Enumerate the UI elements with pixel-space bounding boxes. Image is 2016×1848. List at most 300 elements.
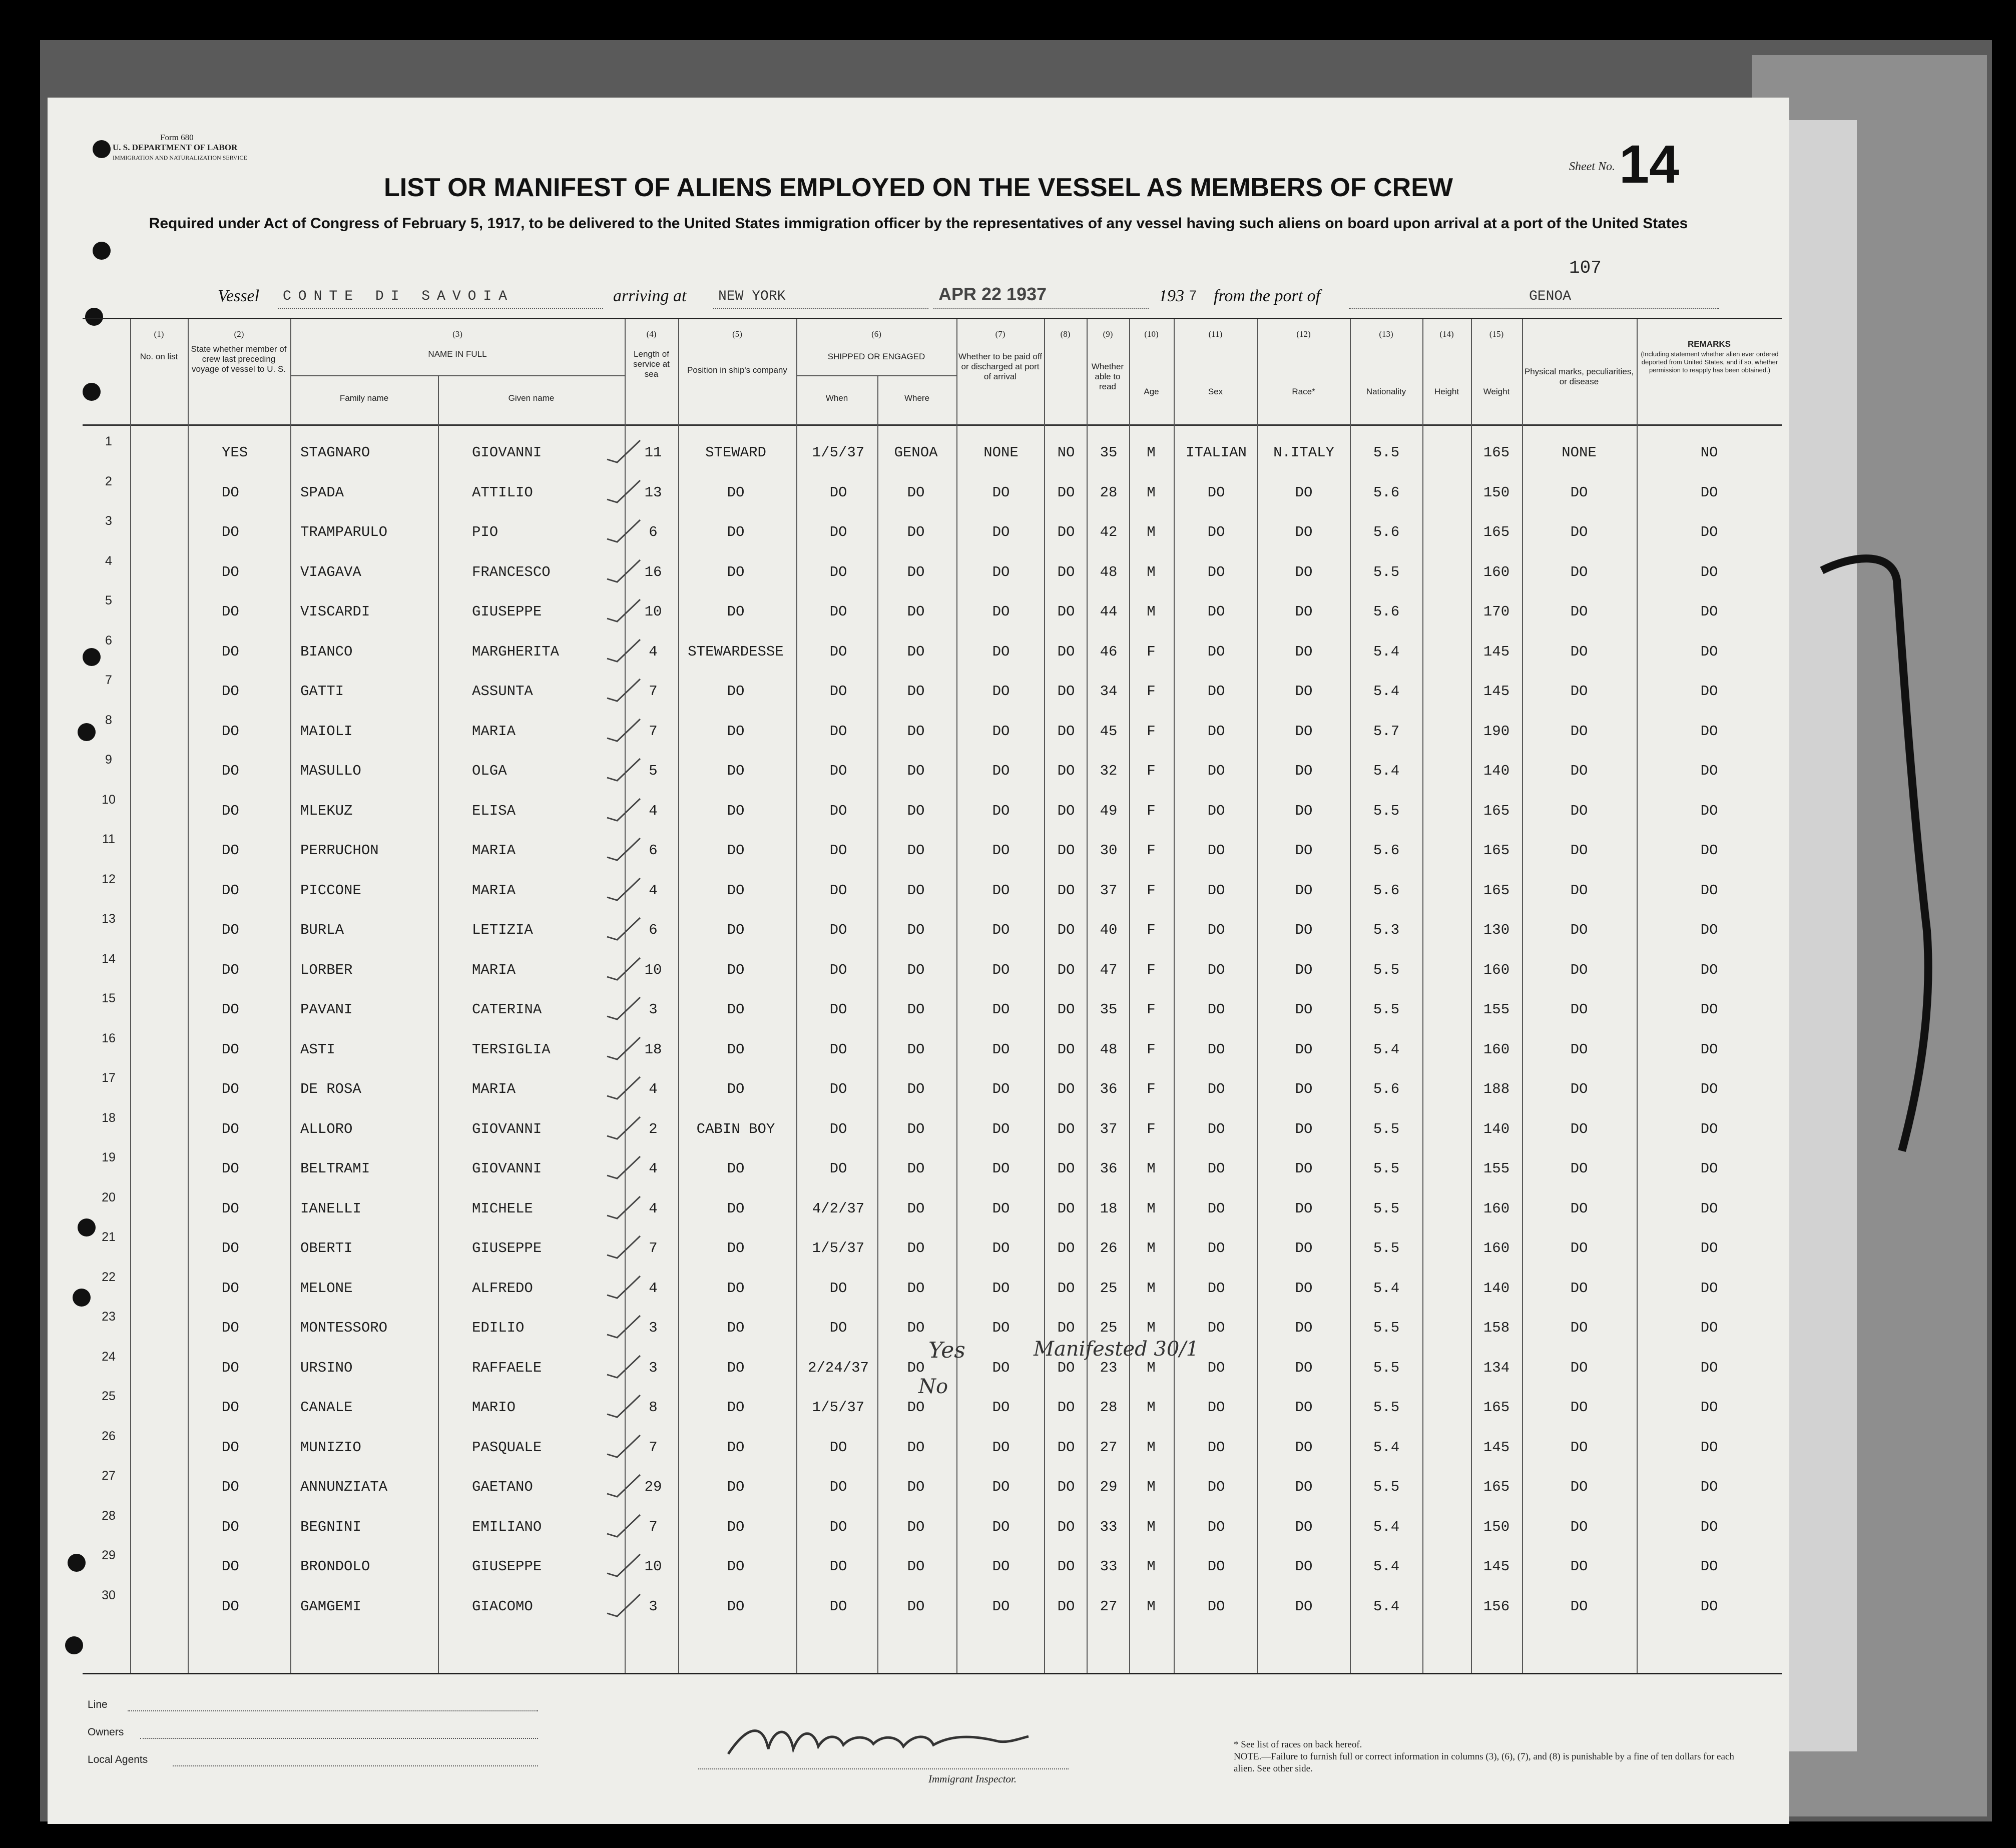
cell-service: 4: [649, 882, 658, 899]
header-physical-marks: Physical marks, peculiarities, or disease: [1524, 367, 1634, 386]
cell-prev: DO: [222, 1041, 239, 1058]
form-identifier: Form 680 U. S. DEPARTMENT OF LABOR IMMIGRATION AND NATURALIZATION SERVICE: [113, 133, 247, 161]
row-number: 12: [102, 872, 116, 886]
cell-read: DO: [1057, 1240, 1075, 1257]
check-mark: [603, 915, 643, 941]
cell-family: BELTRAMI: [300, 1160, 370, 1177]
cell-given: GIOVANNI: [472, 444, 542, 461]
cell-nat: DO: [1295, 1081, 1313, 1097]
cell-weight: 156: [1483, 1598, 1510, 1615]
row-number: 20: [102, 1190, 116, 1204]
cell-height: 5.4: [1373, 1558, 1400, 1575]
row-number: 11: [102, 832, 115, 846]
cell-service: 4: [649, 643, 658, 660]
cell-weight: 160: [1483, 961, 1510, 978]
cell-prev: DO: [222, 1120, 239, 1137]
cell-sex: F: [1147, 1081, 1156, 1097]
cell-read: DO: [1057, 524, 1075, 540]
cell-service: 4: [649, 1200, 658, 1217]
check-mark: [603, 1074, 643, 1100]
cell-weight: 155: [1483, 1001, 1510, 1018]
cell-service: 10: [644, 1558, 662, 1575]
cell-family: ALLORO: [300, 1120, 353, 1137]
cell-nat: DO: [1295, 484, 1313, 501]
cell-nat: N.ITALY: [1273, 444, 1334, 461]
cell-read: DO: [1057, 1280, 1075, 1297]
cell-physical: DO: [1570, 1280, 1588, 1297]
cell-remarks: DO: [1700, 802, 1718, 819]
cell-weight: 165: [1483, 1479, 1510, 1495]
row-number: 1: [105, 434, 112, 448]
cell-nat: DO: [1295, 603, 1313, 620]
cell-weight: 140: [1483, 1280, 1510, 1297]
cell-age: 40: [1100, 922, 1118, 938]
marker-stroke: [1812, 550, 1952, 1201]
row-number: 6: [105, 633, 112, 648]
cell-nat: DO: [1295, 1479, 1313, 1495]
cell-paid: DO: [992, 1598, 1010, 1615]
cell-physical: DO: [1570, 484, 1588, 501]
header-when: When: [825, 393, 848, 403]
cell-race: DO: [1207, 1081, 1225, 1097]
footnote: [1234, 1739, 1734, 1775]
cell-height: 5.6: [1373, 484, 1400, 501]
cell-given: MICHELE: [472, 1200, 533, 1217]
cell-when: DO: [829, 683, 847, 700]
cell-remarks: DO: [1700, 1598, 1718, 1615]
cell-service: 3: [649, 1001, 658, 1018]
cell-where: DO: [907, 961, 925, 978]
cell-remarks: DO: [1700, 603, 1718, 620]
cell-race: DO: [1207, 1320, 1225, 1336]
cell-weight: 145: [1483, 1558, 1510, 1575]
cell-remarks: DO: [1700, 1439, 1718, 1456]
cell-remarks: DO: [1700, 1001, 1718, 1018]
cell-height: 5.6: [1373, 882, 1400, 899]
cell-position: DO: [727, 524, 745, 540]
cell-where: DO: [907, 563, 925, 580]
cell-where: DO: [907, 1439, 925, 1456]
cell-read: DO: [1057, 961, 1075, 978]
cell-given: ASSUNTA: [472, 683, 533, 700]
cell-height: 5.4: [1373, 1280, 1400, 1297]
cell-family: GAMGEMI: [300, 1598, 361, 1615]
cell-when: DO: [829, 1041, 847, 1058]
cell-age: 29: [1100, 1479, 1118, 1495]
cell-sex: F: [1147, 1041, 1156, 1058]
year-suffix: 7: [1189, 289, 1197, 304]
cell-race: DO: [1207, 882, 1225, 899]
check-mark: [603, 955, 643, 981]
cell-where: DO: [907, 723, 925, 740]
cell-family: MAIOLI: [300, 723, 353, 740]
footer-owners-label: Owners: [88, 1726, 124, 1738]
cell-position: DO: [727, 922, 745, 938]
row-number: 21: [102, 1230, 116, 1244]
cell-remarks: DO: [1700, 1160, 1718, 1177]
cell-weight: 145: [1483, 683, 1510, 700]
header-remarks: REMARKS: [1688, 339, 1731, 349]
cell-height: 5.4: [1373, 1439, 1400, 1456]
cell-nat: DO: [1295, 1399, 1313, 1416]
cell-where: DO: [907, 1120, 925, 1137]
cell-where: DO: [907, 1081, 925, 1097]
cell-race: DO: [1207, 961, 1225, 978]
cell-race: DO: [1207, 683, 1225, 700]
cell-sex: M: [1147, 444, 1156, 461]
check-mark: [603, 1512, 643, 1538]
cell-age: 27: [1100, 1439, 1118, 1456]
cell-paid: DO: [992, 723, 1010, 740]
cell-position: DO: [727, 1518, 745, 1535]
cell-race: DO: [1207, 1558, 1225, 1575]
cell-family: PICCONE: [300, 882, 361, 899]
cell-paid: DO: [992, 1479, 1010, 1495]
row-number: 14: [102, 951, 116, 966]
row-number: 5: [105, 593, 112, 607]
cell-remarks: DO: [1700, 1081, 1718, 1097]
cell-sex: F: [1147, 723, 1156, 740]
cell-physical: DO: [1570, 1041, 1588, 1058]
cell-remarks: DO: [1700, 1399, 1718, 1416]
vessel-name: CONTE DI SAVOIA: [283, 289, 515, 304]
cell-physical: DO: [1570, 1120, 1588, 1137]
cell-race: DO: [1207, 1598, 1225, 1615]
cell-age: 33: [1100, 1518, 1118, 1535]
cell-family: BURLA: [300, 922, 344, 938]
cell-sex: F: [1147, 882, 1156, 899]
cell-race: DO: [1207, 1280, 1225, 1297]
cell-race: DO: [1207, 723, 1225, 740]
footer-agents-label: Local Agents: [88, 1754, 148, 1765]
cell-given: GIUSEPPE: [472, 1558, 542, 1575]
cell-given: TERSIGLIA: [472, 1041, 551, 1058]
cell-height: 5.6: [1373, 603, 1400, 620]
row-number: 26: [102, 1429, 116, 1443]
required-statement: Required under Act of Congress of February 5, 1917, to be delivered to the United States immigration officer by the representatives of any vessel having such aliens on board upon arrival at a port of the United States: [149, 215, 1688, 232]
page-title: LIST OR MANIFEST OF ALIENS EMPLOYED ON THE VESSEL AS MEMBERS OF CREW: [384, 173, 1453, 202]
year-prefix: 193: [1159, 287, 1184, 305]
cell-where: DO: [907, 1558, 925, 1575]
cell-nat: DO: [1295, 922, 1313, 938]
cell-sex: M: [1147, 603, 1156, 620]
cell-family: ASTI: [300, 1041, 335, 1058]
cell-position: DO: [727, 882, 745, 899]
cell-physical: DO: [1570, 1518, 1588, 1535]
cell-given: GIOVANNI: [472, 1160, 542, 1177]
cell-weight: 165: [1483, 802, 1510, 819]
cell-service: 7: [649, 683, 658, 700]
inspector-label: Immigrant Inspector.: [928, 1773, 1017, 1785]
cell-remarks: DO: [1700, 1320, 1718, 1336]
cell-remarks: DO: [1700, 563, 1718, 580]
cell-remarks: DO: [1700, 1280, 1718, 1297]
cell-read: DO: [1057, 882, 1075, 899]
cell-sex: M: [1147, 1359, 1156, 1376]
from-label: from the port of: [1214, 287, 1321, 305]
cell-given: FRANCESCO: [472, 563, 551, 580]
cell-height: 5.4: [1373, 1518, 1400, 1535]
cell-nat: DO: [1295, 763, 1313, 779]
cell-when: DO: [829, 763, 847, 779]
cell-paid: DO: [992, 1120, 1010, 1137]
header-no-on-list: No. on list: [140, 352, 178, 361]
cell-paid: DO: [992, 1439, 1010, 1456]
cell-read: DO: [1057, 484, 1075, 501]
cell-service: 6: [649, 922, 658, 938]
header-weight: Weight: [1483, 387, 1510, 396]
col-number: (12): [1296, 329, 1311, 339]
from-port: GENOA: [1529, 289, 1572, 304]
row-number: 4: [105, 553, 112, 568]
cell-remarks: DO: [1700, 723, 1718, 740]
header-where: Where: [904, 393, 930, 403]
row-number: 16: [102, 1031, 116, 1045]
cell-weight: 160: [1483, 1240, 1510, 1257]
cell-family: MONTESSORO: [300, 1320, 388, 1336]
cell-when: DO: [829, 1001, 847, 1018]
cell-sex: M: [1147, 1160, 1156, 1177]
cell-family: ANNUNZIATA: [300, 1479, 388, 1495]
cell-nat: DO: [1295, 802, 1313, 819]
footnote-penalty: NOTE.—Failure to furnish full or correct information in columns (3), (6), (7), and (8) is punishable by a fine of ten dollars for each alien. See other side.: [1234, 1751, 1734, 1774]
cell-nat: DO: [1295, 1518, 1313, 1535]
cell-height: 5.7: [1373, 723, 1400, 740]
cell-where: DO: [907, 763, 925, 779]
cell-nat: DO: [1295, 524, 1313, 540]
cell-family: MASULLO: [300, 763, 361, 779]
handwritten-yes: Yes: [928, 1338, 965, 1363]
cell-physical: DO: [1570, 961, 1588, 978]
cell-weight: 165: [1483, 1399, 1510, 1416]
cell-age: 45: [1100, 723, 1118, 740]
cell-position: DO: [727, 1439, 745, 1456]
cell-position: DO: [727, 1598, 745, 1615]
cell-physical: DO: [1570, 1359, 1588, 1376]
col-number: (6): [871, 329, 881, 339]
cell-where: DO: [907, 1001, 925, 1018]
cell-when: DO: [829, 1598, 847, 1615]
col-number: (14): [1439, 329, 1454, 339]
cell-paid: DO: [992, 842, 1010, 859]
cell-nat: DO: [1295, 683, 1313, 700]
cell-remarks: DO: [1700, 1041, 1718, 1058]
row-number: 30: [102, 1588, 116, 1602]
cell-where: DO: [907, 922, 925, 938]
check-mark: [603, 637, 643, 663]
check-mark: [603, 1313, 643, 1339]
cell-physical: DO: [1570, 1558, 1588, 1575]
cell-position: DO: [727, 563, 745, 580]
cell-service: 16: [644, 563, 662, 580]
cell-remarks: DO: [1700, 683, 1718, 700]
cell-paid: NONE: [983, 444, 1019, 461]
check-mark: [603, 1392, 643, 1418]
cell-service: 13: [644, 484, 662, 501]
cell-prev: DO: [222, 1359, 239, 1376]
cell-family: OBERTI: [300, 1240, 353, 1257]
cell-nat: DO: [1295, 1359, 1313, 1376]
cell-read: NO: [1057, 444, 1075, 461]
cell-sex: F: [1147, 683, 1156, 700]
cell-service: 4: [649, 802, 658, 819]
row-number: 7: [105, 673, 112, 687]
cell-race: DO: [1207, 1518, 1225, 1535]
cell-height: 5.5: [1373, 1359, 1400, 1376]
header-paid-off: Whether to be paid off or discharged at port of arrival: [958, 352, 1042, 381]
cell-weight: 188: [1483, 1081, 1510, 1097]
cell-prev: DO: [222, 1518, 239, 1535]
cell-position: DO: [727, 802, 745, 819]
row-number: 15: [102, 991, 116, 1005]
cell-age: 36: [1100, 1160, 1118, 1177]
cell-weight: 134: [1483, 1359, 1510, 1376]
check-mark: [603, 437, 643, 463]
row-number: 2: [105, 474, 112, 488]
cell-remarks: DO: [1700, 882, 1718, 899]
cell-read: DO: [1057, 802, 1075, 819]
cell-weight: 140: [1483, 1120, 1510, 1137]
cell-service: 8: [649, 1399, 658, 1416]
cell-age: 37: [1100, 882, 1118, 899]
cell-given: ELISA: [472, 802, 516, 819]
check-mark: [603, 477, 643, 503]
cell-height: 5.6: [1373, 524, 1400, 540]
cell-position: DO: [727, 1160, 745, 1177]
cell-position: DO: [727, 1240, 745, 1257]
check-mark: [603, 835, 643, 861]
cell-paid: DO: [992, 1200, 1010, 1217]
cell-nat: DO: [1295, 842, 1313, 859]
cell-position: DO: [727, 1081, 745, 1097]
cell-read: DO: [1057, 1001, 1075, 1018]
cell-sex: M: [1147, 1320, 1156, 1336]
cell-prev: DO: [222, 882, 239, 899]
cell-given: RAFFAELE: [472, 1359, 542, 1376]
cell-sex: M: [1147, 563, 1156, 580]
cell-age: 30: [1100, 842, 1118, 859]
cell-sex: F: [1147, 842, 1156, 859]
cell-age: 28: [1100, 484, 1118, 501]
cell-given: MARIA: [472, 961, 516, 978]
cell-remarks: DO: [1700, 1240, 1718, 1257]
sheet-label: Sheet No.: [1569, 160, 1615, 173]
row-number: 10: [102, 792, 116, 807]
cell-paid: DO: [992, 882, 1010, 899]
check-mark: [603, 1153, 643, 1179]
cell-prev: DO: [222, 1081, 239, 1097]
cell-family: STAGNARO: [300, 444, 370, 461]
cell-prev: DO: [222, 1439, 239, 1456]
cell-remarks: DO: [1700, 524, 1718, 540]
cell-prev: YES: [222, 444, 248, 461]
cell-height: 5.4: [1373, 1041, 1400, 1058]
check-mark: [603, 676, 643, 702]
cell-when: DO: [829, 802, 847, 819]
cell-weight: 160: [1483, 1041, 1510, 1058]
cell-read: DO: [1057, 1558, 1075, 1575]
cell-read: DO: [1057, 763, 1075, 779]
cell-family: GATTI: [300, 683, 344, 700]
cell-given: GIUSEPPE: [472, 1240, 542, 1257]
cell-given: GIUSEPPE: [472, 603, 542, 620]
cell-prev: DO: [222, 1240, 239, 1257]
cell-when: DO: [829, 563, 847, 580]
cell-when: DO: [829, 524, 847, 540]
cell-remarks: DO: [1700, 842, 1718, 859]
cell-race: DO: [1207, 643, 1225, 660]
check-mark: [603, 756, 643, 782]
cell-weight: 145: [1483, 643, 1510, 660]
check-mark: [603, 796, 643, 822]
sheet-number: 14: [1619, 134, 1680, 194]
col-number: (10): [1144, 329, 1159, 339]
cell-prev: DO: [222, 961, 239, 978]
cell-remarks: NO: [1700, 444, 1718, 461]
cell-age: 25: [1100, 1280, 1118, 1297]
cell-paid: DO: [992, 922, 1010, 938]
cell-sex: M: [1147, 1479, 1156, 1495]
cell-nat: DO: [1295, 1439, 1313, 1456]
cell-sex: M: [1147, 524, 1156, 540]
row-number: 24: [102, 1349, 116, 1364]
cell-service: 5: [649, 763, 658, 779]
cell-prev: DO: [222, 603, 239, 620]
cell-family: VISCARDI: [300, 603, 370, 620]
cell-where: DO: [907, 683, 925, 700]
punch-hole: [65, 1636, 83, 1654]
cell-when: DO: [829, 1558, 847, 1575]
cell-when: DO: [829, 603, 847, 620]
cell-physical: DO: [1570, 1320, 1588, 1336]
cell-read: DO: [1057, 1598, 1075, 1615]
cell-sex: F: [1147, 1001, 1156, 1018]
cell-paid: DO: [992, 484, 1010, 501]
cell-physical: DO: [1570, 763, 1588, 779]
cell-paid: DO: [992, 1240, 1010, 1257]
cell-age: 35: [1100, 444, 1118, 461]
cell-prev: DO: [222, 922, 239, 938]
manifest-page: [48, 98, 1789, 1824]
cell-read: DO: [1057, 1359, 1075, 1376]
cell-given: MARIA: [472, 842, 516, 859]
cell-physical: DO: [1570, 1399, 1588, 1416]
cell-where: DO: [907, 1320, 925, 1336]
cell-given: EMILIANO: [472, 1518, 542, 1535]
cell-physical: DO: [1570, 643, 1588, 660]
check-mark: [603, 557, 643, 583]
cell-service: 3: [649, 1359, 658, 1376]
cell-physical: DO: [1570, 683, 1588, 700]
cell-service: 3: [649, 1598, 658, 1615]
row-number: 18: [102, 1110, 116, 1125]
cell-physical: DO: [1570, 603, 1588, 620]
cell-prev: DO: [222, 1479, 239, 1495]
cell-read: DO: [1057, 1041, 1075, 1058]
cell-sex: F: [1147, 961, 1156, 978]
col-number: (4): [646, 329, 657, 339]
cell-sex: M: [1147, 1439, 1156, 1456]
cell-height: 5.4: [1373, 1598, 1400, 1615]
cell-where: DO: [907, 524, 925, 540]
cell-age: 48: [1100, 563, 1118, 580]
header-age: Age: [1144, 387, 1159, 396]
cell-when: DO: [829, 1280, 847, 1297]
col-number: (13): [1379, 329, 1393, 339]
cell-when: DO: [829, 1120, 847, 1137]
cell-height: 5.4: [1373, 643, 1400, 660]
cell-height: 5.5: [1373, 1120, 1400, 1137]
